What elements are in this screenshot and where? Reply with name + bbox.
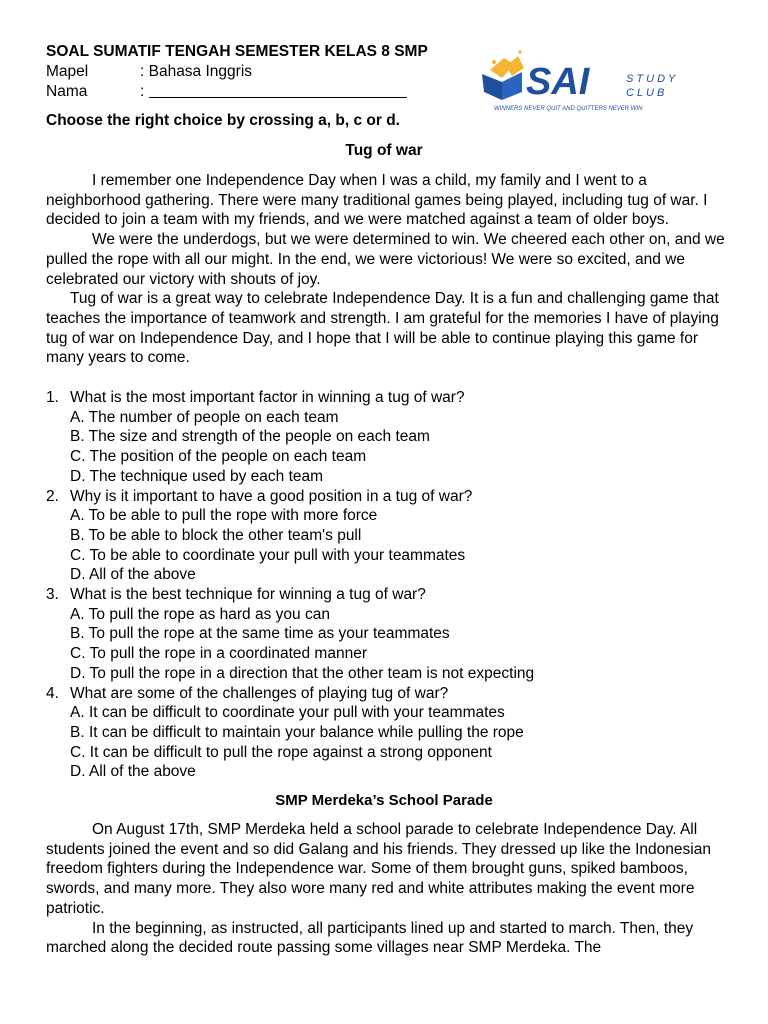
answer-option[interactable]: A. To be able to pull the rope with more force <box>70 507 378 525</box>
answer-option[interactable]: C. The position of the people on each team <box>70 448 367 466</box>
logo-word-study: S T U D Y <box>626 73 676 85</box>
passage2 <box>46 820 726 958</box>
question-number: 1. <box>46 389 59 406</box>
instruction: Choose the right choice by crossing a, b, c or d. <box>46 112 400 129</box>
answer-option[interactable]: A. To pull the rope as hard as you can <box>70 605 330 623</box>
mapel-row <box>46 62 428 82</box>
answer-option[interactable]: D. All of the above <box>70 566 196 584</box>
nama-label: Nama <box>46 83 88 100</box>
passage1-paragraph: Tug of war is a great way to celebrate Independence Day. It is a fun and challenging game that teaches the importance of teamwork and strength. I am grateful for the memories I have of playing tug of war on Independence Day, and I hope that I will be able to continue playing this game for many years to come. <box>46 290 719 367</box>
answer-option[interactable]: B. It can be difficult to maintain your balance while pulling the rope <box>70 723 524 741</box>
answer-option[interactable]: B. To pull the rope at the same time as your teammates <box>70 625 450 643</box>
passage1-paragraph: We were the underdogs, but we were determined to win. We cheered each other on, and we pulled the rope with all our might. In the end, we were victorious! We were so excited, and we celebrated our victory with shouts of joy. <box>46 231 725 288</box>
nama-row <box>46 82 428 102</box>
answer-option[interactable]: B. The size and strength of the people on each team <box>70 428 430 446</box>
answer-option[interactable]: A. The number of people on each team <box>70 408 339 426</box>
question-number: 2. <box>46 487 59 505</box>
nama-blank-line <box>149 82 407 98</box>
passage2-title: SMP Merdeka’s School Parade <box>275 792 493 809</box>
answer-option[interactable]: D. All of the above <box>70 763 196 781</box>
answer-option[interactable]: C. To be able to coordinate your pull with your teammates <box>70 546 466 564</box>
logo-tagline: WINNERS NEVER QUIT AND QUITTERS NEVER WIN <box>494 106 643 112</box>
question-item <box>46 487 726 586</box>
exam-title: SOAL SUMATIF TENGAH SEMESTER KELAS 8 SMP <box>46 43 428 60</box>
logo-brand: SAI <box>526 61 590 103</box>
answer-option[interactable]: D. To pull the rope in a direction that the other team is not expecting <box>70 664 535 682</box>
exam-header <box>46 42 428 102</box>
answer-option[interactable]: A. It can be difficult to coordinate your pull with your teammates <box>70 704 505 722</box>
passage2-paragraph: In the beginning, as instructed, all participants lined up and started to march. Then, they marched along the decided route passing some villages near SMP Merdeka. The <box>46 919 694 957</box>
mapel-label: Mapel <box>46 63 89 80</box>
question-item <box>46 684 726 783</box>
answer-option[interactable]: B. To be able to block the other team's pull <box>70 526 362 544</box>
sai-study-club-logo <box>480 50 710 118</box>
question-number: 3. <box>46 586 59 604</box>
passage1 <box>46 171 726 368</box>
passage1-title: Tug of war <box>345 142 423 159</box>
answer-option[interactable]: D. The technique used by each team <box>70 467 324 485</box>
passage1-paragraph: I remember one Independence Day when I was a child, my family and I went to a neighborhood gathering. There were many traditional games being played, including tug of war. I decided to join a team with my friends, and we were matched against a team of older boys. <box>46 172 708 229</box>
question-item <box>46 585 726 684</box>
question-number: 4. <box>46 684 59 702</box>
question-text: Why is it important to have a good position in a tug of war? <box>70 487 473 505</box>
question-text: What is the best technique for winning a tug of war? <box>70 586 426 604</box>
answer-option[interactable]: C. It can be difficult to pull the rope against a strong opponent <box>70 743 492 761</box>
book-icon <box>482 50 524 100</box>
nama-colon: : <box>140 83 145 100</box>
question-text: What is the most important factor in winning a tug of war? <box>70 389 465 406</box>
mapel-value: : Bahasa Inggris <box>140 63 253 80</box>
question-text: What are some of the challenges of playing tug of war? <box>70 684 449 702</box>
answer-option[interactable]: C. To pull the rope in a coordinated manner <box>70 645 367 663</box>
question-item <box>46 388 726 487</box>
question-list <box>46 388 726 782</box>
passage2-paragraph: On August 17th, SMP Merdeka held a school parade to celebrate Independence Day. All students joined the event and so did Galang and his friends. They dressed up like the Indonesian freedom fighters during the Independence war. Some of them brought guns, spiked bamboos, swords, and many more. They also wore many red and white attributes making the event more patriotic. <box>46 821 711 917</box>
logo-word-club: C L U B <box>626 87 665 99</box>
